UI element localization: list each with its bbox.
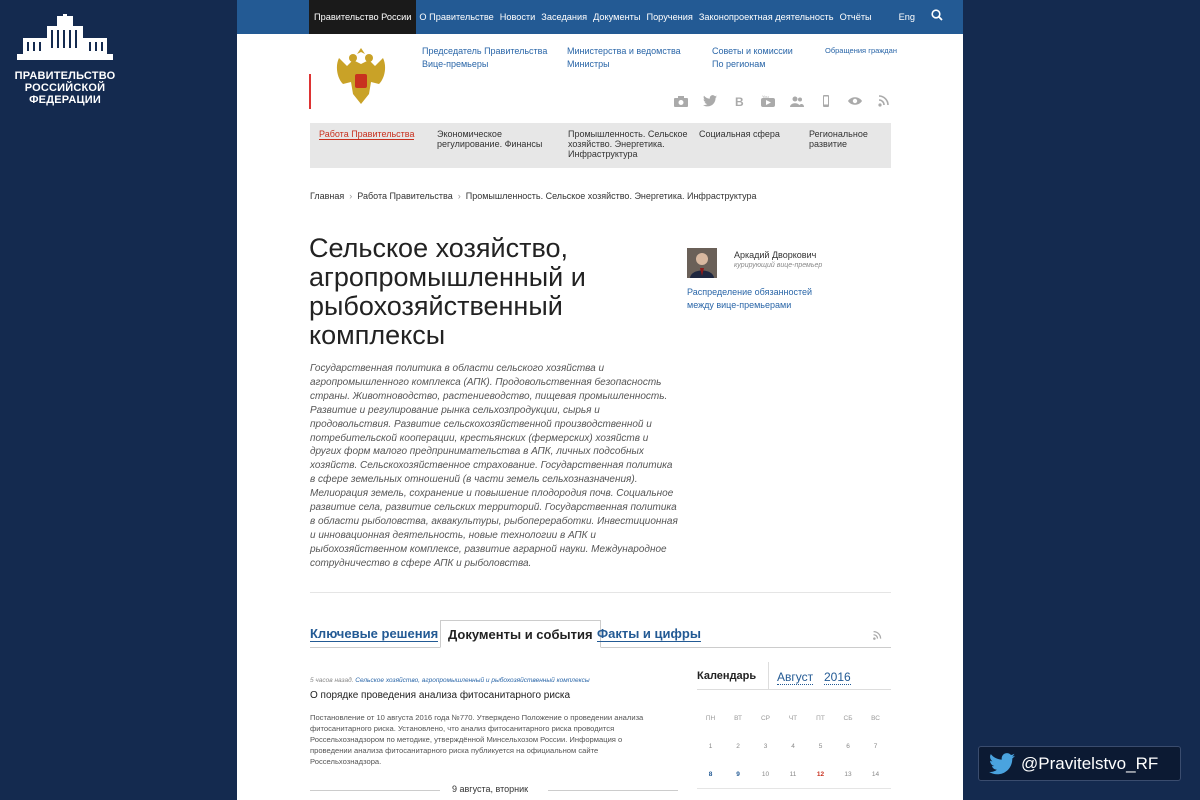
calendar-day-link[interactable]: 8 (708, 771, 713, 778)
breadcrumb-home[interactable]: Главная (310, 191, 345, 201)
calendar-day-link[interactable]: 9 (736, 771, 740, 778)
tab-key-decisions-label: Ключевые решения (310, 626, 439, 641)
twitter-handle: @Pravitelstvo_RF (1021, 753, 1159, 773)
eye-icon[interactable] (848, 94, 862, 106)
header-link-councils[interactable]: Советы и комиссии (712, 46, 793, 56)
tab-key-decisions[interactable] (310, 620, 438, 648)
calendar-month-select[interactable]: Август (777, 670, 814, 684)
social-links (674, 94, 891, 106)
top-navigation (237, 0, 963, 34)
calendar-weekdays (697, 715, 891, 743)
weekday-fri: ПТ (816, 715, 825, 722)
calendar-day: 2 (736, 743, 740, 750)
calendar-day: 3 (763, 743, 768, 750)
svg-text:В: В (735, 95, 744, 107)
mobile-icon[interactable] (819, 94, 833, 106)
calendar-day: 5 (818, 743, 823, 750)
breadcrumb-government-work[interactable]: Работа Правительства (357, 191, 453, 201)
brand-line-1: ПРАВИТЕЛЬСТВО (14, 70, 116, 82)
section-tab-economy[interactable]: Экономическое регулирование. Финансы (437, 129, 543, 149)
header-link-vice-premiers[interactable]: Вице-премьеры (422, 59, 489, 69)
nav-legislation[interactable]: Законопроектная деятельность (698, 12, 834, 22)
weekday-thu: ЧТ (788, 715, 798, 722)
twitter-bird-icon (989, 753, 1015, 775)
header-link-ministers[interactable]: Министры (567, 59, 610, 69)
tab-facts-figures-label: Факты и цифры (597, 626, 701, 641)
content-tabs (310, 620, 891, 648)
news-time: 5 часов назад. (310, 677, 354, 684)
calendar-header (697, 660, 891, 690)
page-container (237, 0, 963, 800)
date-label: 9 августа, вторник (452, 784, 529, 794)
date-separator (310, 784, 678, 796)
nav-documents[interactable]: Документы (593, 12, 641, 22)
calendar-title: Календарь (697, 670, 757, 682)
calendar-day: 13 (844, 771, 852, 778)
weekday-mon: ПН (705, 715, 716, 722)
twitter-icon[interactable] (703, 94, 717, 106)
language-switch[interactable]: Eng (898, 12, 915, 22)
section-tab-industry[interactable]: Промышленность. Сельское хозяйство. Энергетика. Инфраструктура (568, 129, 688, 159)
search-icon[interactable] (931, 8, 943, 26)
rss-icon[interactable] (872, 628, 883, 646)
rss-icon[interactable] (877, 94, 891, 106)
header-link-chairman[interactable]: Председатель Правительства (422, 46, 548, 56)
news-category-link[interactable]: Сельское хозяйство, агропромышленный и рыбохозяйственный комплексы (355, 677, 590, 684)
site-header (237, 34, 963, 122)
breadcrumb-industry[interactable]: Промышленность. Сельское хозяйство. Энергетика. Инфраструктура (465, 191, 757, 201)
header-link-appeals[interactable]: Обращения граждан (825, 46, 897, 55)
section-tabs (310, 123, 891, 168)
nav-about-government[interactable]: О Правительстве (419, 12, 494, 22)
weekday-sat: СБ (843, 715, 853, 722)
section-tab-government-work[interactable]: Работа Правительства (319, 129, 415, 139)
coat-of-arms-icon[interactable] (331, 44, 391, 117)
svg-text:You: You (762, 95, 769, 99)
news-meta (310, 677, 590, 684)
vkontakte-icon[interactable] (732, 94, 746, 106)
avatar[interactable] (687, 248, 717, 278)
brand-line-2: РОССИЙСКОЙ (24, 82, 106, 94)
duties-link[interactable]: Распределение обязанностей между вице-премьерами (687, 287, 813, 310)
calendar-day: 7 (873, 743, 878, 750)
government-building-icon (17, 14, 113, 62)
camera-icon[interactable] (674, 94, 688, 106)
news-body: Постановление от 10 августа 2016 года №770. Утверждено Положение о проведении анализа фитосанитарного риска. Установлено, что анализ фитосанитарного риска проводится Россельхознадзором по методике, утверждённой Минсельхозом России. Информация о проведении анализа фитосанитарного риска публикуется на официальном сайте Россельхознадзора. (310, 713, 644, 766)
government-logo[interactable] (10, 14, 120, 106)
brand-line-3: ФЕДЕРАЦИИ (29, 94, 101, 106)
divider (310, 592, 891, 593)
nav-meetings[interactable]: Заседания (541, 12, 588, 22)
brand-name (10, 70, 120, 106)
calendar-week (697, 743, 891, 771)
calendar-day: 6 (846, 743, 850, 750)
youtube-icon[interactable] (761, 94, 775, 106)
header-link-regions[interactable]: По регионам (712, 59, 766, 69)
chevron-right-icon: › (457, 191, 461, 201)
nav-news[interactable]: Новости (499, 12, 536, 22)
tab-documents-events[interactable]: Документы и события (440, 620, 601, 648)
nav-instructions[interactable]: Поручения (646, 12, 693, 22)
calendar-year-select[interactable]: 2016 (824, 670, 851, 684)
news-title[interactable]: О порядке проведения анализа фитосанитарного риска (310, 690, 571, 701)
chevron-right-icon: › (349, 191, 353, 201)
calendar-week (697, 771, 891, 799)
calendar-day: 14 (871, 771, 880, 778)
calendar-grid (697, 715, 891, 799)
tab-facts-figures[interactable] (597, 620, 701, 648)
weekday-sun: ВС (871, 715, 880, 722)
flag-accent (309, 74, 311, 109)
weekday-wed: СР (760, 715, 771, 722)
calendar-day: 1 (708, 743, 713, 750)
section-tab-regional[interactable]: Региональное развитие (809, 129, 868, 149)
calendar-day: 10 (761, 771, 770, 778)
nav-government-russia[interactable]: Правительство России (309, 0, 416, 34)
header-link-ministries[interactable]: Министерства и ведомства (567, 46, 681, 56)
breadcrumb (310, 191, 757, 201)
page-description: Государственная политика в области сельского хозяйства и агропромышленного комплекса (АПК). Продовольственная безопасность страны. Животноводство, растениеводство, пищевая промышленность. Развитие и регулирование рынка сельхозпродукции, сырья и продовольствия. Развитие сельскохозяйственной производственной и потребительской кооперации, крестьянских (фермерских) хозяйств и других форм малого предпринимательства в АПК, личных подсобных хозяйств. Сельскохозяйственное страхование. Государственная политика в сфере земельных отношений (в части земель сельхозназначения). Мелиорация земель, сохранение и повышение плодородия почв. Социальное развитие села, развитие сельских территорий. Государственная политика в области рыболовства, аквакультуры, рыбопереработки. Инвестиционная и инновационная деятельность, новые технологии в АПК и рыбохозяйственном комплексе, развитие аграрной науки. Международное сотрудничество в сфере АПК и рыболовства. (310, 363, 678, 569)
page-title: Сельское хозяйство, агропромышленный и рыбохозяйственный комплексы (309, 233, 586, 350)
nav-reports[interactable]: Отчёты (839, 12, 872, 22)
section-tab-social[interactable]: Социальная сфера (699, 129, 780, 139)
calendar-day-today[interactable]: 12 (816, 771, 825, 778)
weekday-tue: ВТ (734, 715, 742, 722)
calendar-day: 11 (789, 771, 797, 778)
community-icon[interactable] (790, 94, 804, 106)
twitter-badge[interactable] (978, 746, 1181, 781)
curator-name[interactable]: Аркадий Дворкович (734, 250, 817, 260)
calendar-day: 4 (791, 743, 795, 750)
curator-role: курирующий вице-премьер (734, 262, 823, 269)
